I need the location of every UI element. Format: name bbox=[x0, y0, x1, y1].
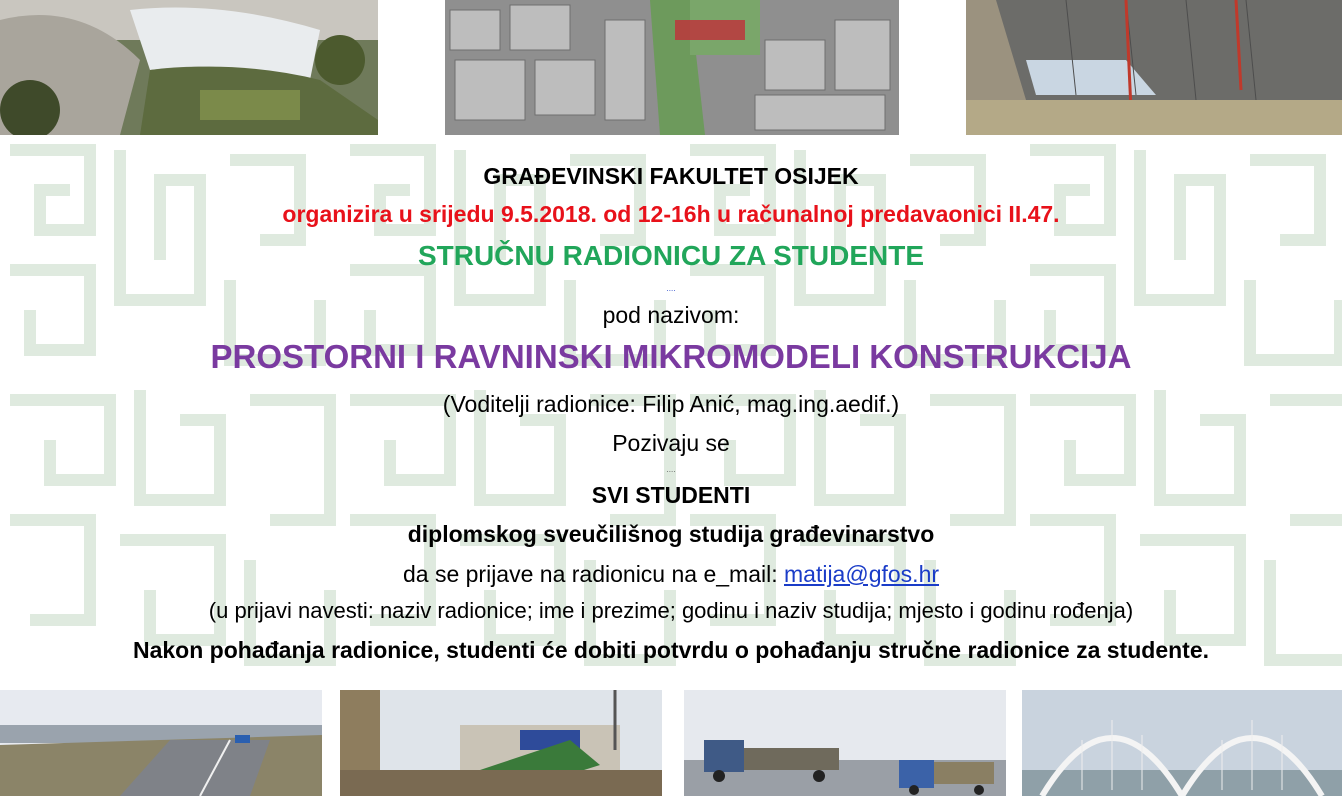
subtitle-intro: pod nazivom: bbox=[602, 302, 740, 328]
workshop-type-heading: STRUČNU RADIONICU ZA STUDENTE bbox=[417, 240, 925, 271]
email-link[interactable]: matija@gfos.hr bbox=[784, 561, 940, 587]
construction-site-photo bbox=[966, 0, 1342, 135]
registration-text: da se prijave na radionicu na e_mail: bbox=[402, 561, 784, 587]
separator-dots-1: .... bbox=[666, 284, 676, 293]
invited-intro: Pozivaju se bbox=[612, 430, 730, 456]
registration-details: (u prijavi navesti: naziv radionice; ime i prezime; godinu i naziv studija; mjesto i godinu rođenja) bbox=[208, 598, 1134, 623]
bridge-photo bbox=[1022, 690, 1342, 796]
audience-heading: SVI STUDENTI bbox=[591, 482, 751, 508]
excavator-photo bbox=[340, 690, 662, 796]
city-model-photo bbox=[445, 0, 899, 135]
separator-dots-2: .... bbox=[666, 465, 676, 474]
certificate-note: Nakon pohađanja radionice, studenti će dobiti potvrdu o pohađanju stručne radionice za studente. bbox=[132, 637, 1209, 663]
institution-heading: GRAĐEVINSKI FAKULTET OSIJEK bbox=[483, 163, 859, 189]
audience-detail: diplomskog sveučilišnog studija građevinarstvo bbox=[407, 521, 935, 547]
organizer-line: organizira u srijedu 9.5.2018. od 12-16h u računalnoj predavaonici II.47. bbox=[282, 201, 1060, 227]
trucks-photo bbox=[684, 690, 1006, 796]
dam-photo bbox=[0, 0, 378, 135]
workshop-title: PROSTORNI I RAVNINSKI MIKROMODELI KONSTRUKCIJA bbox=[210, 338, 1132, 375]
workshop-leaders: (Voditelji radionice: Filip Anić, mag.ing.aedif.) bbox=[442, 391, 900, 417]
registration-line bbox=[0, 561, 1342, 588]
highway-photo bbox=[0, 690, 322, 796]
